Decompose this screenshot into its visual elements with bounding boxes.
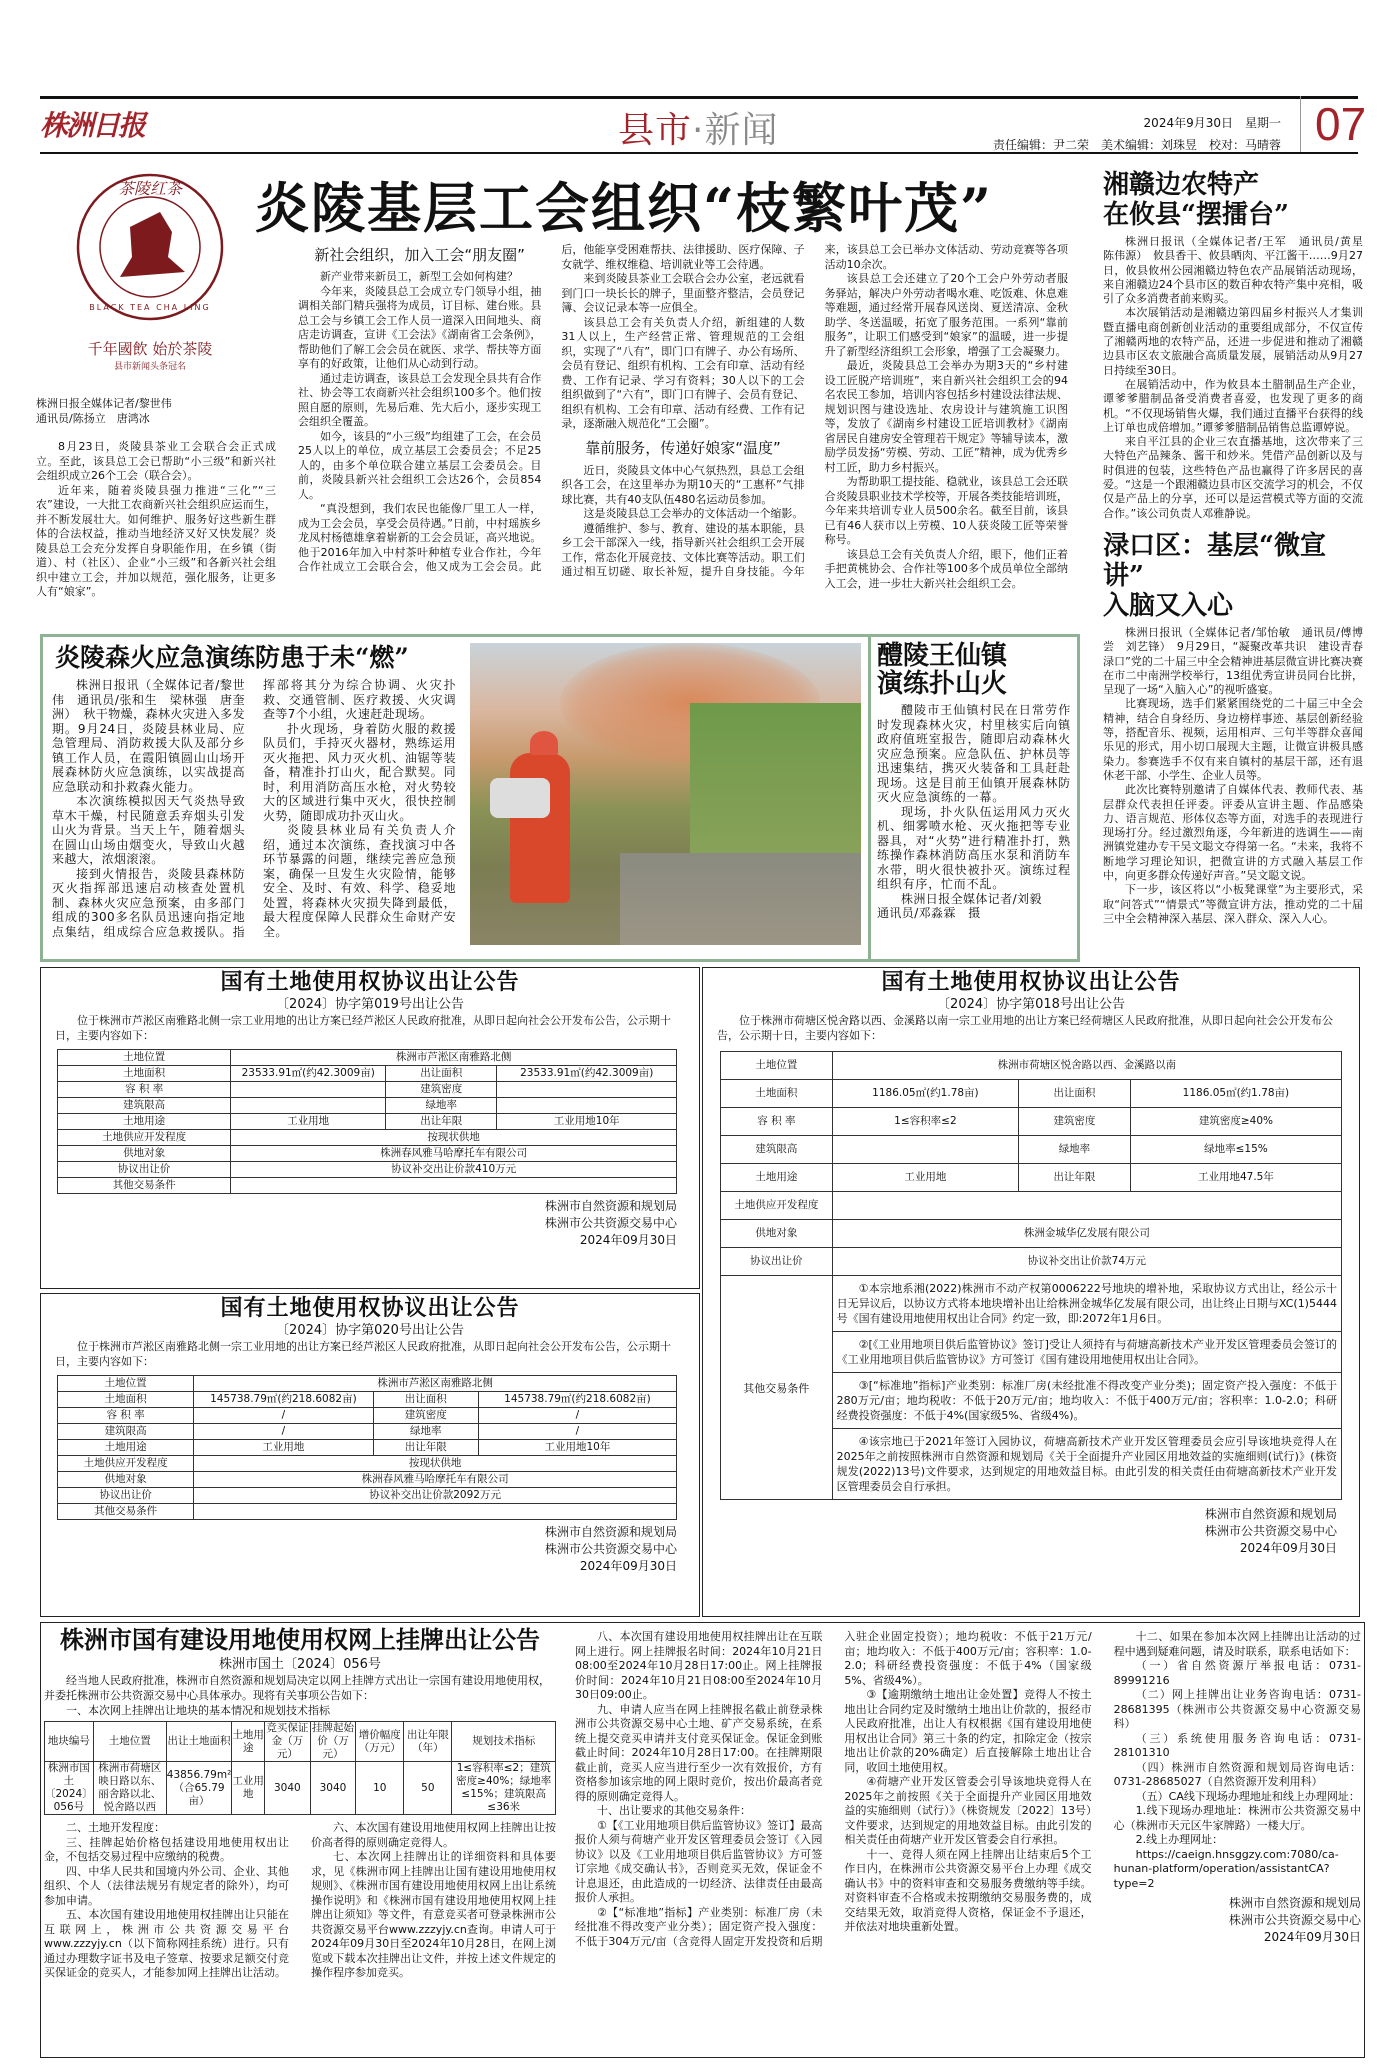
paragraph: https://caeign.hnsggzy.com:7080/ca-hunan-platform/operation/assistantCA?type=2 xyxy=(1113,1847,1339,1890)
signature-line: 2024年09月30日 xyxy=(579,1559,677,1573)
field-value: 株洲市芦淞区南雅路北侧 xyxy=(194,1376,677,1392)
table-row xyxy=(721,1248,1342,1276)
field-label: 土地面积 xyxy=(721,1080,833,1108)
notice-title: 国有土地使用权协议出让公告 xyxy=(881,970,1181,995)
table-cell: 株洲市国土〔2024〕056号 xyxy=(45,1762,93,1813)
paragraph: 如今，该县的“小三级”均组建了工会，在会员25人以上的单位，成立基层工会委员会；不足25人的，由多个单位联合建立基层工会委员会。目前，炎陵县新兴社会组织工会达26个，会员854人。 xyxy=(298,429,542,501)
field-label: 土地供应开发程度 xyxy=(58,1456,194,1472)
paragraph: 醴陵市王仙镇村民在日常劳作时发现森林火灾，村里核实后向镇政府值班室报告，随即启动森林火灾应急预案。应急队伍、护林员等迅速集结，携灭火装备和工具赶赴现场。这是目前王仙镇开展森林防灭火应急演练的一幕。 xyxy=(877,703,1071,804)
section-subname: ·新闻 xyxy=(692,110,779,151)
field-value: 工业用地 xyxy=(231,1114,386,1130)
other-conditions-label: 其他交易条件 xyxy=(721,1276,833,1499)
field-value: 145738.79㎡(约218.6082亩) xyxy=(478,1392,676,1408)
table-row xyxy=(721,1080,1342,1108)
signature-line: 株洲市自然资源和规划局 xyxy=(544,1525,677,1539)
field-label: 绿地率 xyxy=(386,1098,497,1114)
page-number: 07 xyxy=(1300,96,1366,152)
paragraph: （五）CA线下现场办理地址和线上办理网址： xyxy=(1135,1789,1360,1803)
table-cell: 工业用地 xyxy=(232,1762,265,1815)
field-label: 出让年限 xyxy=(373,1440,478,1456)
field-label: 建筑限高 xyxy=(58,1098,231,1114)
field-label: 容 积 率 xyxy=(721,1108,833,1136)
lead-byline xyxy=(36,397,276,426)
notice-section: 一、本次网上挂牌出让地块的基本情况和规划技术指标 xyxy=(66,1704,330,1717)
section-title xyxy=(618,102,778,153)
paragraph: 株洲日报讯（全媒体记者/王军 通讯员/黄星 陈伟源） 攸县香干、攸县晒肉、平江酱干……9月27日，攸县攸州公园湘赣边特色农产品展销活动现场，来自湘赣边24个县市区的数百种农特产集中亮相，吸引了众多消费者前来购买。 xyxy=(1103,235,1374,306)
table-row xyxy=(58,1082,677,1098)
field-value: 工业用地10年 xyxy=(497,1114,677,1130)
paragraph: 十一、竞得人须在网上挂牌出让结束后5个工作日内，在株洲市公共资源交易平台上办理《成交确认书》中的资料审查和交易服务费缴纳等手续。对资料审查不合格或未按期缴纳交易服务费的，成交结果无效，取消竞得人资格，保证金不予退还，并依法对地块重新处置。 xyxy=(844,1847,1092,1933)
paragraph: 通过走访调查，该县总工会发现全县共有合作社、协会等工农商新兴社会组织100多个。他们按照自愿的原则，先易后难、先大后小，逐步实现工会组织全覆盖。 xyxy=(298,371,542,428)
field-label: 建筑密度 xyxy=(1019,1108,1131,1136)
field-value: 工业用地47.5年 xyxy=(1130,1164,1341,1192)
photo-caption xyxy=(877,642,1071,921)
table-row xyxy=(58,1408,677,1424)
issue-date: 2024年9月30日 星期一 xyxy=(1143,116,1281,130)
column-header: 规划技术指标 xyxy=(452,1722,556,1762)
table-row xyxy=(721,1136,1342,1164)
firefighter-photo xyxy=(470,643,861,945)
field-value: 株洲春风雅马哈摩托车有限公司 xyxy=(194,1472,677,1488)
other-conditions xyxy=(720,1276,1342,1500)
seal-sponsor: 县市新闻头条冠名 xyxy=(113,362,186,372)
field-value: / xyxy=(478,1408,676,1424)
seal-slogan: 千年國飲 始於茶陵 xyxy=(87,340,213,358)
land-notice-019 xyxy=(40,967,700,1289)
notice-number: 〔2024〕协字第018号出让公告 xyxy=(937,997,1125,1012)
paragraph: 最近，炎陵县总工会举办为期3天的“乡村建设工匠脱产培训班”，来自新兴社会组织工会的94名农民工参加，培训内容包括乡村建设法律法规、规划识图与建设选址、农房设计与建筑施工识图等，发放了《湖南乡村建设工匠培训教材》《湖南省居民自建房安全管理若干规定》等辅导读本，激励学员发扬“劳模、劳动、工匠”精神，成为优秀乡村工匠，助力乡村振兴。 xyxy=(824,359,1068,474)
signature-line: 2024年09月30日 xyxy=(579,1233,677,1247)
field-label: 建筑限高 xyxy=(58,1424,194,1440)
field-value: 1186.05㎡(约1.78亩) xyxy=(832,1080,1018,1108)
table-row xyxy=(58,1178,677,1194)
field-value: 工业用地10年 xyxy=(478,1440,676,1456)
notice-title: 株洲市国有建设用地使用权网上挂牌出让公告 xyxy=(60,1626,540,1654)
paragraph: 遵循维护、参与、教育、建设的基本职能，县乡工会干部深入一线，指导新兴社会组织工会开展工作，常态化开展竞技、文体比赛等活动。职工们通过相互切磋、取长补短，提升自身技能。今年来，该县总工会已举办文体活动、劳动竞赛等各项活动10余次。 xyxy=(561,243,1068,578)
subheading: 新社会组织，加入工会“朋友圈” xyxy=(314,246,525,264)
notice-number: 株洲市国土〔2024〕056号 xyxy=(219,1657,381,1672)
table-cell: 株洲市荷塘区映日路以东、丽舍路以北、悦舍路以西 xyxy=(93,1762,166,1815)
seal-ring-text: BLACK TEA CHA LING xyxy=(89,303,211,312)
column-header: 土地用途 xyxy=(232,1722,265,1762)
paragraph: 二、土地开发程度： xyxy=(66,1821,165,1834)
notice-intro: 位于株洲市芦淞区南雅路北侧一宗工业用地的出让方案已经芦淞区人民政府批准，从即日起向社会公开发布公告，公示期十日，主要内容如下： xyxy=(55,1014,671,1042)
listing-terms-right xyxy=(575,1630,1361,1949)
field-value: 协议补交出让价款74万元 xyxy=(832,1248,1341,1276)
listing-notice-head xyxy=(44,1626,556,1981)
notice-table xyxy=(720,1051,1342,1276)
table-cell: 1≤容积率≤2；建筑密度≥40%；绿地率≤15%；建筑限高≤36米 xyxy=(452,1762,556,1815)
table-cell: 43856.79m²（合65.79亩） xyxy=(166,1762,232,1815)
header-rule xyxy=(40,152,1358,154)
field-label: 土地位置 xyxy=(721,1052,833,1080)
notice-title: 国有土地使用权协议出让公告 xyxy=(220,970,520,995)
field-value xyxy=(231,1178,677,1194)
land-notice-018 xyxy=(702,967,1360,1617)
field-label: 土地位置 xyxy=(58,1050,231,1066)
headline-line: 入脑又入心 xyxy=(1103,590,1234,621)
paragraph: 接到火情报告，炎陵县森林防灭火指挥部迅速启动核查处置机制、森林火灾应急预案，由多部门组成的300多名队员迅速向指定地点集结，组成综合应急救援队。指挥部将其分为综合协调、火灾扑救、交通管制、医疗救援、火灾调查等7个小组，火速赶赴现场。 xyxy=(52,678,456,939)
field-label: 协议出让价 xyxy=(58,1488,194,1504)
paragraph: 来到炎陵县茶业工会联合会办公室，老远就看到门口一块长长的牌子，里面整齐整洁，会员登记簿、会议记录本等一应俱全。 xyxy=(561,272,805,314)
table-cell: 10 xyxy=(356,1762,404,1815)
paragraph: 三、挂牌起始价格包括建设用地使用权出让金，不包括交易过程中应缴纳的税费。 xyxy=(44,1835,289,1863)
lead-body xyxy=(298,243,1068,591)
field-value: 株洲市荷塘区悦舍路以西、金溪路以南 xyxy=(832,1052,1341,1080)
field-label: 建筑密度 xyxy=(386,1082,497,1098)
table-row xyxy=(58,1488,677,1504)
field-label: 出让面积 xyxy=(373,1392,478,1408)
column-header: 增价幅度（万元） xyxy=(356,1722,404,1762)
paragraph: 比赛现场，选手们紧紧围绕党的二十届三中全会精神，结合自身经历、身边榜样事迹、基层创新经验等，搭配音乐、视频，运用相声、三句半等群众喜闻乐见的形式，用小切口展现大主题，让微宣讲极具感染力。参赛选手不仅有来自镇村的基层干部，还有退休老干部、小学生、企业人员等。 xyxy=(1103,697,1363,782)
table-row xyxy=(58,1424,677,1440)
notice-number: 〔2024〕协字第020号出让公告 xyxy=(276,1323,464,1338)
field-label: 出让年限 xyxy=(1019,1164,1131,1192)
column-header: 出让土地面积 xyxy=(166,1722,232,1762)
field-value: 145738.79㎡(约218.6082亩) xyxy=(194,1392,374,1408)
table-row xyxy=(45,1762,556,1815)
table-row xyxy=(58,1162,677,1178)
field-value: 1186.05㎡(约1.78亩) xyxy=(1130,1080,1341,1108)
field-value xyxy=(832,1136,1018,1164)
paragraph: （三）系统使用服务咨询电话：0731-28101310 xyxy=(1113,1731,1361,1759)
photo-credit xyxy=(877,892,1071,921)
notice-signature xyxy=(41,1198,677,1249)
sponsor-seal xyxy=(55,172,245,382)
article-body xyxy=(1103,626,1363,926)
field-value: 协议补交出让价款410万元 xyxy=(231,1162,677,1178)
paragraph: 六、本次国有建设用地使用权网上挂牌出让按价高者得的原则确定竞得人。 xyxy=(311,1821,556,1849)
paragraph: 十二、如果在参加本次网上挂牌出让活动的过程中遇到疑难问题，请及时联系，联系电话如下： xyxy=(1113,1630,1361,1658)
paragraph: ③[“标准地”指标]产业类别：标准厂房(未经批准不得改变产业分类)；固定资产投入强度：不低于280万元/亩；地均税收：不低于20万元/亩；地均收入：不低于400万元/亩；容积率：1.0-2.0；科研经费投资强度：不低于4%(国家级5%、省级4%)。 xyxy=(833,1372,1341,1428)
table-row xyxy=(721,1220,1342,1248)
paragraph: ①【《工业用地项目供后监管协议》签订】最高报价人须与荷塘产业开发区管理委员会签订《入园协议》以及《工业用地项目供后监管协议》方可签订宗地《成交确认书》，否则竞买无效，保证金不计息退还，由此造成的一切经济、法律责任由最高报价人承担。 xyxy=(575,1818,823,1904)
paragraph: 2.线上办理网址： xyxy=(1135,1833,1224,1846)
section-name: 县市 xyxy=(618,110,693,151)
paragraph: 在展销活动中，作为攸县本土腊制品生产企业，谭爹爹腊制品备受消费者喜爱，也发现了更多的商机。“不仅现场销售火爆，我们通过直播平台获得的线上订单也成倍增加。”谭爹爹腊制品销售总监谭婷说。 xyxy=(1103,377,1363,434)
signature-line: 株洲市自然资源和规划局 xyxy=(1228,1896,1361,1910)
caption-headline xyxy=(877,642,1071,698)
paragraph: 四、中华人民共和国境内外公司、企业、其他组织、个人（法律法规另有规定者的除外），均可参加申请。 xyxy=(44,1864,289,1907)
field-label: 土地面积 xyxy=(58,1066,231,1082)
paragraph: （一）省自然资源厅举报电话：0731-89991216 xyxy=(1113,1659,1361,1687)
table-row xyxy=(58,1440,677,1456)
table-row xyxy=(58,1114,677,1130)
field-label: 供地对象 xyxy=(721,1220,833,1248)
signature-line: 株洲市公共资源交易中心 xyxy=(1228,1913,1361,1927)
table-cell: 3040 xyxy=(265,1762,311,1815)
paragraph: 株洲日报讯（全媒体记者/邹怡敏 通讯员/傅博尝 刘艺锋） 9月29日，“凝聚改革共识 建设青春渌口”党的二十届三中全会精神进基层微宣讲比赛决赛在市二中南洲学校举行，13组优秀宣讲员同台比拼，呈现了一场“入脑入心”的视听盛宴。 xyxy=(1103,625,1363,697)
field-label: 土地用途 xyxy=(58,1440,194,1456)
signature-line: 株洲市公共资源交易中心 xyxy=(544,1542,677,1556)
field-value xyxy=(497,1082,677,1098)
table-cell: 50 xyxy=(404,1762,452,1815)
paragraph: 九、申请人应当在网上挂牌报名截止前登录株洲市公共资源交易中心土地、矿产交易系统，在系统上提交竞买申请并支付竞买保证金。保证金到账截止时间：2024年10月28日17:00。在挂牌期限截止前，竞买人应当进行至少一次有效报价，方有资格参加该宗地的网上限时竞价，按出价最高者竞得的原则确定竞得人。 xyxy=(575,1702,823,1803)
field-label: 其他交易条件 xyxy=(58,1178,231,1194)
newspaper-logo: 株洲日报 xyxy=(40,109,145,142)
field-value: 绿地率≤15% xyxy=(1130,1136,1341,1164)
paragraph: 下一步，该区将以“小板凳课堂”为主要形式，采取“问答式”“情景式”等微宣讲方法，推动党的二十届三中全会精神深入基层、深入群众、深入人心。 xyxy=(1103,883,1363,925)
paragraph: ①本宗地系湘(2022)株洲市不动产权第0006222号地块的增补地，采取协议方式出让，经公示十日无异议后，以协议方式将本地块增补出让给株洲金城华亿发展有限公司，出让终止日期与XC(1)5444号《国有建设用地使用权出让合同》约定一致，即:2072年1月6日。 xyxy=(836,1282,1337,1325)
paragraph: 8月23日，炎陵县茶业工会联合会正式成立。至此，该县总工会已帮助“小三级”和新兴社会组织成立26个工会（联合会）。 xyxy=(36,440,276,482)
column-header: 挂牌起始价（万元） xyxy=(311,1722,354,1760)
lead-intro xyxy=(36,440,276,600)
paragraph: “真没想到，我们农民也能像厂里工人一样，成为工会会员，享受会员待遇。”日前，中村瑶族乡龙凤村杨德雄拿着崭新的工会会员证，高兴地说。他于2016年加入中村茶叶种植专业合作社，今年合作社成立工会联合会，他又成为工会会员。此后，他能享受困难帮扶、法律援助、医疗保障、子女就学、维权维稳、培训就业等工会待遇。 xyxy=(298,243,805,573)
paragraph: 该县总工会还建立了20个工会户外劳动者服务驿站，解决户外劳动者喝水难、吃饭难、休息难等难题，通过经常开展春风送岗、夏送清凉、金秋助学、冬送温暖，拓宽了服务范围。一系列“靠前服务”，让职工们感受到“娘家”的温暖，进一步提升了新型经济组织工会形象，增强了工会凝聚力。 xyxy=(824,272,1068,358)
credit-line: 通讯员/邓淼霖 摄 xyxy=(877,906,981,920)
byline-reporter: 株洲日报全媒体记者/黎世伟 xyxy=(36,397,172,410)
column-header: 地块编号 xyxy=(45,1722,94,1762)
notice-table xyxy=(57,1375,677,1520)
paragraph: ④荷塘产业开发区管委会引导该地块竞得人在2025年之前按照《关于全面提升产业园区用地效益的实施细则（试行）》（株资规发〔2022〕13号）文件要求，达到规定的用地效益目标。由此引发的相关责任由荷塘产业开发区管委会自行承担。 xyxy=(844,1775,1092,1846)
field-value xyxy=(231,1098,386,1114)
seal-top-text: 茶陵红茶 xyxy=(117,179,183,198)
field-value: 23533.91㎡(约42.3009亩) xyxy=(497,1066,677,1082)
signature-line: 株洲市公共资源交易中心 xyxy=(1204,1524,1337,1538)
notice-signature xyxy=(1114,1895,1361,1946)
table-header-row xyxy=(45,1722,556,1762)
headline-line: 湘赣边农特产 xyxy=(1103,170,1260,200)
paragraph: 新产业带来新员工，新型工会如何构建？ xyxy=(320,270,518,283)
paragraph: 该县总工会有关负责人介绍，新组建的人数31人以上，生产经营正常、管理规范的工会组织，实现了“八有”，即门口有牌子、办公有场所、会员有登记、组织有机构、工会有印章、活动有经费、工作有记录、学习有资料；30人以下的工会组织做到了“六有”，即门口有牌子、会员有登记、组织有机构、工会有印章、活动有经费、工作有记录，逐渐融入规范化“工会圈”。 xyxy=(561,315,805,430)
field-label: 容 积 率 xyxy=(58,1082,231,1098)
credit-line: 株洲日报全媒体记者/刘毅 xyxy=(901,891,1042,906)
field-value xyxy=(231,1082,386,1098)
byline-correspondent: 通讯员/陈扬立 唐鸿冰 xyxy=(36,411,150,425)
field-value: / xyxy=(478,1424,676,1440)
signature-line: 株洲市公共资源交易中心 xyxy=(544,1216,677,1230)
field-label: 供地对象 xyxy=(58,1146,231,1162)
table-row xyxy=(58,1098,677,1114)
column-header: 出让年限（年） xyxy=(404,1722,452,1762)
seal-icon xyxy=(60,172,240,322)
field-value: 协议补交出让价款2092万元 xyxy=(194,1488,677,1504)
notice-signature xyxy=(703,1506,1337,1557)
editor-credits: 责任编辑：尹二荣 美术编辑：刘珠昱 校对：马晴蓉 xyxy=(992,138,1281,152)
table-row xyxy=(58,1376,677,1392)
article-headline xyxy=(1103,170,1363,230)
forest-body xyxy=(52,678,456,939)
field-label: 土地用途 xyxy=(721,1164,833,1192)
field-label: 建筑限高 xyxy=(721,1136,833,1164)
notice-signature xyxy=(41,1524,677,1575)
field-value xyxy=(497,1098,677,1114)
field-label: 协议出让价 xyxy=(721,1248,833,1276)
land-notice-020 xyxy=(40,1293,700,1617)
field-value: 按现状供地 xyxy=(231,1130,677,1146)
other-conditions-list xyxy=(833,1276,1341,1499)
signature-line: 2024年09月30日 xyxy=(1239,1541,1337,1555)
paragraph: ②[《工业用地项目供后监管协议》签订]受让人须持有与荷塘高新技术产业开发区管理委员会签订的《工业用地项目供后监管协议》方可签订《国有建设用地使用权出让合同》。 xyxy=(833,1331,1341,1372)
signature-line: 株洲市自然资源和规划局 xyxy=(544,1199,677,1213)
paragraph: （四）株洲市自然资源和规划局咨询电话：0731-28685027（自然资源开发利用科） xyxy=(1113,1760,1361,1788)
field-value: 1≤容积率≤2 xyxy=(832,1108,1018,1136)
paragraph: 十、出让要求的其他交易条件： xyxy=(597,1804,751,1817)
headline-line: 演练扑山火 xyxy=(877,669,1008,699)
field-label: 绿地率 xyxy=(1019,1136,1131,1164)
article-body xyxy=(1103,235,1374,521)
field-value: 株洲金城华亿发展有限公司 xyxy=(832,1220,1341,1248)
paragraph: 今年来，炎陵县总工会成立专门领导小组，抽调相关部门精兵强将为成员，订目标、建台账。县总工会与乡镇工会工作人员一道深入田间地头、商店走访调查，宣讲《工会法》《湖南省工会条例》，帮助他们了解工会会员在就医、求学、帮扶等方面享有的好政策，让他们从心动到行动。 xyxy=(298,284,542,370)
caption-body xyxy=(877,703,1071,892)
table-row xyxy=(58,1050,677,1066)
field-label: 土地供应开发程度 xyxy=(58,1130,231,1146)
table-row xyxy=(58,1066,677,1082)
field-value xyxy=(832,1192,1341,1220)
table-row xyxy=(58,1130,677,1146)
paragraph: 扑火现场，身着防火服的救援队员们，手持灭火器材，熟练运用灭火拖把、风力灭火机、油锯等装备，精准扑打山火，配合默契。同时，利用消防高压水枪，对火势较大的区域进行集中灭火，很快控制火势，随即成功扑灭山火。 xyxy=(263,721,456,823)
table-row xyxy=(721,1192,1342,1220)
field-label: 容 积 率 xyxy=(58,1408,194,1424)
paragraph: 该县总工会有关负责人介绍，眼下，他们正着手把黄桃协会、合作社等100多个成员单位全部纳入工会，进一步壮大新兴社会组织工会。 xyxy=(824,547,1068,590)
field-value: 按现状供地 xyxy=(194,1456,677,1472)
dateline xyxy=(993,112,1281,156)
column-header: 竞买保证金（万元） xyxy=(266,1722,309,1760)
table-row xyxy=(58,1504,677,1520)
signature-line: 2024年09月30日 xyxy=(1263,1930,1361,1944)
field-label: 出让年限 xyxy=(386,1114,497,1130)
field-label: 出让面积 xyxy=(1019,1080,1131,1108)
paragraph: ②【“标准地”指标】产业类别：标准厂房（未经批准不得改变产业分类）；固定资产投入强度：不低于304万元/亩（含竞得人固定开发投资和后期入驻企业固定投资）；地均税收：不低于21万元/亩；地均收入：不低于400万元/亩；容积率：1.0-2.0；科研经费投资强度：不低于4%（国家级5%、省级4%）。 xyxy=(575,1630,1092,1948)
field-value xyxy=(194,1504,677,1520)
article-headline xyxy=(1103,531,1363,621)
field-label: 建筑密度 xyxy=(373,1408,478,1424)
column-header: 土地位置 xyxy=(93,1722,166,1762)
right-column xyxy=(1103,170,1374,926)
field-value: 工业用地 xyxy=(832,1164,1018,1192)
notice-title: 国有土地使用权协议出让公告 xyxy=(220,1296,520,1321)
field-value: / xyxy=(194,1408,374,1424)
field-label: 出让面积 xyxy=(386,1066,497,1082)
headline-line: 醴陵王仙镇 xyxy=(877,641,1008,671)
field-value: 株洲春风雅马哈摩托车有限公司 xyxy=(231,1146,677,1162)
field-label: 土地面积 xyxy=(58,1392,194,1408)
field-label: 土地用途 xyxy=(58,1114,231,1130)
paragraph: 五、本次国有建设用地使用权挂牌出让只能在互联网上，株洲市公共资源交易平台www.zzzyjy.cn（以下简称网挂系统）进行。只有通过办理数字证书及电子签章、按要求足额交付竞买保证金的竞买人，才能参加网上挂牌出让活动。 xyxy=(44,1908,289,1979)
table-row xyxy=(58,1392,677,1408)
notice-intro: 位于株洲市芦淞区南雅路北侧一宗工业用地的出让方案已经芦淞区人民政府批准，从即日起向社会公开发布公告，公示期十日，主要内容如下： xyxy=(55,1340,671,1368)
table-row xyxy=(721,1164,1342,1192)
table-row xyxy=(721,1052,1342,1080)
notice-intro: 经当地人民政府批准，株洲市自然资源和规划局决定以网上挂牌方式出让一宗国有建设用地使用权，并委托株洲市公共资源交易中心具体承办。现将有关事项公告如下： xyxy=(44,1674,550,1702)
field-label: 其他交易条件 xyxy=(58,1504,194,1520)
paragraph: ③【逾期缴纳土地出让金处置】竞得人不按土地出让合同约定及时缴纳土地出让价款的，报经市人民政府批准，出让人有权根据《国有建设用地使用权出让合同》第三十条的约定，扣除定金（按宗地出让价款的20%确定）后直接解除土地出让合同，收回土地使用权。 xyxy=(844,1688,1092,1774)
paragraph: 近日，炎陵县文体中心气氛热烈，县总工会组织各工会，在这里举办为期10天的“工惠杯”气排球比赛，共有40支队伍480名运动员参加。 xyxy=(561,463,805,506)
headline-line: 在攸县“摆擂台” xyxy=(1103,200,1289,230)
paragraph: 七、本次网上挂牌出让的详细资料和具体要求，见《株洲市网上挂牌出让国有建设用地使用权规则》、《株洲市国有建设用地使用权网上出让系统操作说明》和《株洲市国有建设用地使用权网上挂牌出让须知》等文件，有意竞买者可登录株洲市公共资源交易平台www.zzzyjy.cn查询。申请人可于2024年09月30日至2024年10月28日，在网上浏览或下载本次挂牌出让文件，并按上述文件规定的操作程序参加竞买。 xyxy=(311,1850,556,1979)
signature-line: 株洲市自然资源和规划局 xyxy=(1204,1507,1337,1521)
paragraph: 此次比赛特别邀请了自媒体代表、教师代表、基层群众代表担任评委。评委从宣讲主题、作品感染力、语言规范、形体仪态等方面，对选手的表现进行现场打分。经过激烈角逐，今年新进的选调生——南洲镇党建办专干吴文聪文夺得第一名。“未来，我将不断地学习理论知识，把微宣讲的方式融入基层工作中，向更多群众传递好声音。”吴文聪文说。 xyxy=(1103,783,1363,882)
paragraph: 来自平江县的企业三农直播基地，这次带来了三大特色产品辣条、酱干和炒米。凭借产品创新以及与时俱进的包装，这些特色产品也赢得了许多居民的喜爱。“这是一个跟湘赣边县市区交流学习的机会，不仅仅是产品上的分享，还可以是运营模式等方面的交流合作。”该公司负责人邓雅静说。 xyxy=(1103,435,1363,520)
field-value: / xyxy=(194,1424,374,1440)
field-value: 23533.91㎡(约42.3009亩) xyxy=(231,1066,386,1082)
notice-intro: 位于株洲市荷塘区悦舍路以西、金溪路以南一宗工业用地的出让方案已经荷塘区人民政府批准，从即日起向社会公开发布公告，公示期十日，主要内容如下： xyxy=(717,1014,1333,1042)
paragraph: 株洲日报讯（全媒体记者/黎世伟 通讯员/张和生 梁林强 唐奎洲） 秋干物燥，森林火灾进入多发期。9月24日，炎陵县林业局、应急管理局、消防救援大队及部分乡镇工作人员，在霞阳镇圆山山场开展森林防火应急演练，以实战提高应急联动和扑救森火能力。 xyxy=(52,678,245,794)
listing-table xyxy=(44,1721,556,1815)
lead-headline: 炎陵基层工会组织“枝繁叶茂” xyxy=(255,176,994,240)
paragraph: 现场，扑火队伍运用风力灭火机、细雾喷水枪、灭火拖把等专业器具，对“火势”进行精准扑打，熟练操作森林消防高压水泵和消防车水带，明火很快被扑灭。演练过程组织有序，忙而不乱。 xyxy=(877,804,1071,891)
article-xianggan xyxy=(1103,170,1374,521)
paragraph: 八、本次国有建设用地使用权挂牌出让在互联网上进行。网上挂牌报名时间：2024年10月21日08:00至2024年10月28日17:00止。网上挂牌报价时间：2024年10月21日08:00至2024年10月30日09:00止。 xyxy=(575,1630,823,1701)
subheading: 靠前服务，传递好娘家“温度” xyxy=(585,438,781,457)
forest-headline: 炎陵森火应急演练防患于未“燃” xyxy=(55,643,409,672)
paragraph: 本次展销活动是湘赣边第四届乡村振兴人才集训暨直播电商创新创业活动的重要组成部分，不仅宣传了湘赣两地的农特产品，还进一步促进和推动了湘赣边县市区农文旅融合高质量发展，展销活动从9月27日持续至30日。 xyxy=(1103,306,1363,377)
table-row xyxy=(58,1472,677,1488)
field-value: 株洲市芦淞区南雅路北侧 xyxy=(231,1050,677,1066)
notice-table xyxy=(57,1049,677,1194)
headline-line: 渌口区：基层“微宣讲” xyxy=(1103,530,1326,591)
field-label: 绿地率 xyxy=(373,1424,478,1440)
table-cell: 3040 xyxy=(310,1762,356,1815)
field-label: 协议出让价 xyxy=(58,1162,231,1178)
paragraph: 炎陵县林业局有关负责人介绍，通过本次演练，查找演习中各环节暴露的问题，继续完善应急预案，确保一旦发生火灾险情，能够安全、及时、有效、科学、稳妥地处置，将森林火灾损失降到最低，最大程度保障人民群众生命财产安全。 xyxy=(263,823,456,939)
article-lukou xyxy=(1103,531,1363,926)
paragraph: ④该宗地已于2021年签订入园协议，荷塘高新技术产业开发区管理委员会应引导该地块竞得人在2025年之前按照株洲市自然资源和规划局《关于全面提升产业园区用地效益的实施细则(试行)》(株资规发(2022)13号)文件要求，达到规定的用地效益目标。由此引发的相关责任由荷塘高新技术产业开发区管理委员会自行承担。 xyxy=(833,1428,1341,1499)
paragraph: 本次演练模拟因天气炎热导致草木干燥，村民随意丢弃烟头引发山火为背景。当天上午，随着烟头在圆山山场由烟变火，导致山火越来越大，浓烟滚滚。 xyxy=(52,794,245,866)
field-label: 土地供应开发程度 xyxy=(721,1192,833,1220)
paragraph: 1.线下现场办理地址：株洲市公共资源交易中心（株洲市天元区牛家牌路）一楼大厅。 xyxy=(1113,1804,1361,1832)
table-row xyxy=(58,1456,677,1472)
notice-number: 〔2024〕协字第019号出让公告 xyxy=(276,997,464,1012)
table-row xyxy=(721,1108,1342,1136)
table-row xyxy=(58,1146,677,1162)
field-value: 工业用地 xyxy=(194,1440,374,1456)
field-label: 土地位置 xyxy=(58,1376,194,1392)
paragraph: 为帮助职工提技能、稳就业，该县总工会还联合炎陵县职业技术学校等，开展各类技能培训班，今年来共培训专业人员500余名。截至目前，该县已有46人获市以上劳模、10人获炎陵工匠等荣誉称号。 xyxy=(824,475,1068,546)
listing-terms-left xyxy=(44,1821,556,1981)
paragraph: （二）网上挂牌出让业务咨询电话：0731-28681395（株洲市公共资源交易中心资源交易科） xyxy=(1113,1688,1361,1730)
field-label: 供地对象 xyxy=(58,1472,194,1488)
paragraph: 近年来，随着炎陵县强力推进“三化”“三农”建设，一大批工农商新兴社会组织应运而生，并不断发展壮大。如何维护、服务好这些新生群体的合法权益，推动当地经济又好又快发展？炎陵县总工会充分发挥自身职能作用，在乡镇（街道）、村（社区）、企业“小三级”和各新兴社会组织中建立工会，并加以规范，强化服务，让更多人有“娘家”。 xyxy=(36,483,276,598)
paragraph: 这是炎陵县总工会举办的文体活动一个缩影。 xyxy=(583,507,804,520)
field-value: 建筑密度≥40% xyxy=(1130,1108,1341,1136)
top-rule xyxy=(40,96,1358,99)
